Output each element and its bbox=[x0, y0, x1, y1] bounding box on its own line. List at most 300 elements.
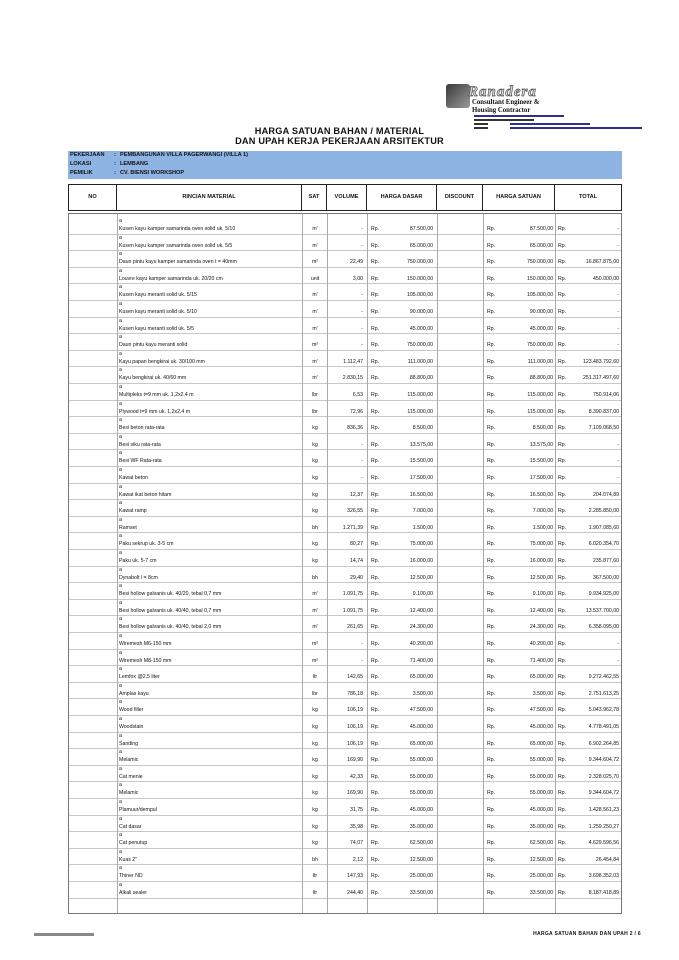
unit: kg bbox=[312, 508, 318, 515]
row-prefix: a bbox=[119, 699, 122, 706]
currency-label: Rp. bbox=[371, 773, 380, 780]
currency-label: Rp. bbox=[558, 574, 567, 581]
harga-satuan: 3.500,00 bbox=[532, 690, 553, 697]
unit: kg bbox=[312, 491, 318, 498]
harga-dasar: 45.000,00 bbox=[409, 807, 433, 813]
currency-label: Rp. bbox=[371, 309, 380, 315]
total: 2.285.850,00 bbox=[588, 508, 619, 515]
table-row bbox=[69, 532, 621, 549]
unit: bh bbox=[312, 574, 318, 581]
currency-label: Rp. bbox=[558, 408, 567, 415]
volume: 6,53 bbox=[352, 392, 363, 398]
company-contact-line bbox=[474, 119, 534, 121]
total: - bbox=[617, 309, 619, 315]
harga-satuan: 33.500,00 bbox=[529, 890, 553, 896]
currency-label: Rp. bbox=[487, 574, 496, 581]
currency-label: Rp. bbox=[371, 392, 380, 398]
volume: - bbox=[361, 342, 363, 349]
harga-dasar: 12.500,00 bbox=[409, 856, 433, 863]
unit: m' bbox=[312, 607, 318, 614]
material-name: Cat menie bbox=[119, 773, 143, 780]
harga-dasar: 55.000,00 bbox=[409, 773, 433, 780]
volume: 169,90 bbox=[347, 790, 363, 797]
currency-label: Rp. bbox=[558, 425, 567, 432]
row-prefix: a bbox=[119, 848, 122, 855]
table-row bbox=[69, 283, 621, 300]
info-lokasi: LOKASI : LEMBANG bbox=[70, 161, 149, 167]
material-name: Sanding bbox=[119, 740, 139, 747]
currency-label: Rp. bbox=[487, 558, 496, 564]
table-row bbox=[69, 698, 621, 715]
volume: 35,98 bbox=[350, 823, 363, 830]
unit: m' bbox=[312, 624, 318, 631]
currency-label: Rp. bbox=[558, 242, 567, 249]
currency-label: Rp. bbox=[558, 607, 567, 614]
currency-label: Rp. bbox=[371, 375, 380, 382]
currency-label: Rp. bbox=[371, 458, 380, 465]
row-prefix: a bbox=[119, 550, 122, 556]
volume: 1.271,39 bbox=[342, 524, 363, 531]
unit: kg bbox=[312, 441, 318, 448]
total: 5.043.962,78 bbox=[588, 707, 619, 714]
table-row bbox=[69, 798, 621, 815]
currency-label: Rp. bbox=[558, 624, 567, 631]
material-name: Kusen kayu meranti solid uk. 5/15 bbox=[119, 292, 197, 299]
volume: 106,19 bbox=[347, 724, 363, 730]
currency-label: Rp. bbox=[558, 823, 567, 830]
currency-label: Rp. bbox=[371, 524, 380, 531]
harga-dasar: 16.000,00 bbox=[409, 558, 433, 564]
volume: 261,65 bbox=[347, 624, 363, 631]
harga-satuan: 65.000,00 bbox=[529, 740, 553, 747]
unit: kg bbox=[312, 773, 318, 780]
currency-label: Rp. bbox=[487, 458, 496, 465]
row-prefix: a bbox=[119, 732, 122, 739]
currency-label: Rp. bbox=[487, 856, 496, 863]
currency-label: Rp. bbox=[487, 807, 496, 813]
total: - bbox=[617, 242, 619, 249]
currency-label: Rp. bbox=[371, 441, 380, 448]
total: 16.867.875,00 bbox=[585, 259, 619, 266]
row-prefix: a bbox=[119, 218, 122, 224]
currency-label: Rp. bbox=[371, 292, 380, 299]
material-name: Melamic bbox=[119, 790, 139, 797]
material-name: Besi siku rata-rata bbox=[119, 441, 161, 448]
unit: kg bbox=[312, 558, 318, 564]
currency-label: Rp. bbox=[371, 840, 380, 847]
table-row bbox=[69, 350, 621, 367]
harga-dasar: 3.500,00 bbox=[412, 690, 433, 697]
material-name: Cat dasar bbox=[119, 823, 142, 830]
currency-label: Rp. bbox=[487, 657, 496, 664]
harga-satuan: 55.000,00 bbox=[529, 757, 553, 764]
currency-label: Rp. bbox=[487, 309, 496, 315]
row-prefix: a bbox=[119, 799, 122, 805]
column-divider bbox=[117, 214, 118, 913]
harga-dasar: 150.000,00 bbox=[407, 275, 433, 282]
currency-label: Rp. bbox=[371, 790, 380, 797]
currency-label: Rp. bbox=[558, 508, 567, 515]
harga-dasar: 7.000,00 bbox=[412, 508, 433, 515]
total: - bbox=[617, 475, 619, 481]
harga-dasar: 105.000,00 bbox=[407, 292, 433, 299]
total: 9.272.462,55 bbox=[588, 674, 619, 681]
total: - bbox=[617, 292, 619, 299]
material-name: Besi beton rata-rata bbox=[119, 425, 165, 432]
harga-dasar: 33.500,00 bbox=[409, 890, 433, 896]
currency-label: Rp. bbox=[371, 275, 380, 282]
total: 1.907.085,60 bbox=[588, 524, 619, 531]
currency-label: Rp. bbox=[371, 724, 380, 730]
row-prefix: a bbox=[119, 483, 122, 490]
harga-satuan: 25.000,00 bbox=[529, 873, 553, 880]
currency-label: Rp. bbox=[487, 607, 496, 614]
harga-dasar: 65.000,00 bbox=[409, 740, 433, 747]
currency-label: Rp. bbox=[558, 392, 567, 398]
currency-label: Rp. bbox=[371, 607, 380, 614]
table-row bbox=[69, 416, 621, 433]
volume: 12,37 bbox=[350, 491, 363, 498]
harga-satuan: 24.300,00 bbox=[529, 624, 553, 631]
material-name: Besi hollow galvanis uk. 40/40, tebal 2,0 mm bbox=[119, 624, 222, 631]
harga-dasar: 55.000,00 bbox=[409, 790, 433, 797]
table-row bbox=[69, 433, 621, 450]
material-name: Paku sekrup uk. 3-5 cm bbox=[119, 541, 174, 548]
material-name: Thiner ND bbox=[119, 873, 143, 880]
currency-label: Rp. bbox=[371, 657, 380, 664]
harga-dasar: 55.000,00 bbox=[409, 757, 433, 764]
row-prefix: a bbox=[119, 450, 122, 457]
total: 8.187.418,89 bbox=[588, 890, 619, 896]
row-prefix: a bbox=[119, 782, 122, 789]
harga-satuan: 71.400,00 bbox=[529, 657, 553, 664]
volume: - bbox=[361, 475, 363, 481]
volume: - bbox=[361, 641, 363, 647]
harga-dasar: 750.000,00 bbox=[407, 259, 433, 266]
harga-satuan: 65.000,00 bbox=[529, 242, 553, 249]
currency-label: Rp. bbox=[487, 275, 496, 282]
currency-label: Rp. bbox=[558, 226, 567, 232]
volume: 3,00 bbox=[352, 275, 363, 282]
currency-label: Rp. bbox=[487, 724, 496, 730]
unit: kg bbox=[312, 541, 318, 548]
unit: m² bbox=[311, 259, 319, 266]
currency-label: Rp. bbox=[558, 591, 567, 598]
unit: kg bbox=[312, 740, 318, 747]
table-row bbox=[69, 831, 621, 848]
column-header-no: NO bbox=[69, 185, 117, 210]
volume: - bbox=[361, 657, 363, 664]
currency-label: Rp. bbox=[558, 458, 567, 465]
currency-label: Rp. bbox=[371, 740, 380, 747]
row-prefix: a bbox=[119, 417, 122, 424]
material-name: Besi hollow galvanis uk. 40/40, tebal 0,7 mm bbox=[119, 607, 222, 614]
table-row bbox=[69, 848, 621, 865]
currency-label: Rp. bbox=[487, 325, 496, 332]
column-divider bbox=[555, 214, 556, 913]
currency-label: Rp. bbox=[371, 242, 380, 249]
material-name: Ramset bbox=[119, 524, 137, 531]
currency-label: Rp. bbox=[558, 475, 567, 481]
currency-label: Rp. bbox=[487, 541, 496, 548]
unit: m' bbox=[312, 226, 318, 232]
unit: kg bbox=[312, 475, 318, 481]
material-name: Kayu bengkirai uk. 40/60 mm bbox=[119, 375, 187, 382]
material-name: Kusen kayu meranti solid uk. 5/5 bbox=[119, 325, 194, 332]
project-info bbox=[68, 151, 622, 179]
harga-dasar: 750.000,00 bbox=[407, 342, 433, 349]
column-header-volume: VOLUME bbox=[327, 185, 367, 210]
harga-satuan: 750.000,00 bbox=[527, 342, 553, 349]
volume: 1.112,47 bbox=[343, 358, 363, 365]
company-contact-line bbox=[474, 123, 488, 125]
currency-label: Rp. bbox=[371, 823, 380, 830]
volume: - bbox=[361, 292, 363, 299]
currency-label: Rp. bbox=[487, 226, 496, 232]
row-prefix: a bbox=[119, 301, 122, 307]
currency-label: Rp. bbox=[487, 707, 496, 714]
harga-satuan: 17.500,00 bbox=[529, 475, 553, 481]
total: 450.000,00 bbox=[593, 275, 619, 282]
currency-label: Rp. bbox=[558, 690, 567, 697]
row-prefix: a bbox=[119, 649, 122, 656]
unit: ltr bbox=[312, 873, 318, 880]
harga-satuan: 13.575,00 bbox=[529, 441, 553, 448]
harga-dasar: 13.575,00 bbox=[409, 441, 433, 448]
company-name: Ranadera bbox=[468, 84, 537, 100]
total: - bbox=[617, 458, 619, 465]
currency-label: Rp. bbox=[558, 724, 567, 730]
currency-label: Rp. bbox=[558, 641, 567, 647]
total: 2.751.613,25 bbox=[588, 690, 619, 697]
harga-satuan: 7.000,00 bbox=[532, 508, 553, 515]
currency-label: Rp. bbox=[487, 840, 496, 847]
harga-satuan: 87.500,00 bbox=[529, 226, 553, 232]
currency-label: Rp. bbox=[487, 591, 496, 598]
total: 251.317.497,60 bbox=[582, 375, 619, 382]
currency-label: Rp. bbox=[558, 375, 567, 382]
currency-label: Rp. bbox=[558, 840, 567, 847]
harga-satuan: 8.500,00 bbox=[532, 425, 553, 432]
table-row bbox=[69, 217, 621, 234]
volume: 74,07 bbox=[350, 840, 363, 847]
currency-label: Rp. bbox=[487, 342, 496, 349]
column-header-sat: SAT bbox=[302, 185, 327, 210]
total: 13.537.700,00 bbox=[585, 607, 619, 614]
volume: 1.091,75 bbox=[342, 607, 363, 614]
total: - bbox=[617, 441, 619, 448]
harga-satuan: 35.000,00 bbox=[529, 823, 553, 830]
material-name: Daun pintu kayu kamper samarinda oven t = 40mm bbox=[119, 259, 237, 266]
row-prefix: a bbox=[119, 350, 122, 357]
unit: lbr bbox=[312, 690, 318, 697]
table-row bbox=[69, 765, 621, 782]
material-name: Kawat ramp bbox=[119, 508, 147, 515]
harga-satuan: 45.000,00 bbox=[529, 325, 553, 332]
currency-label: Rp. bbox=[558, 873, 567, 880]
harga-satuan: 1.500,00 bbox=[532, 524, 553, 531]
material-name: Dynabolt l = 8cm bbox=[119, 574, 158, 581]
column-divider bbox=[483, 214, 484, 913]
row-prefix: a bbox=[119, 467, 122, 473]
volume: 2.830,15 bbox=[342, 375, 363, 382]
volume: 147,93 bbox=[347, 873, 363, 880]
total: 7.109.068,50 bbox=[588, 425, 619, 432]
total: 4.778.491,05 bbox=[588, 724, 619, 730]
currency-label: Rp. bbox=[558, 558, 567, 564]
currency-label: Rp. bbox=[487, 624, 496, 631]
table-row bbox=[69, 234, 621, 251]
currency-label: Rp. bbox=[558, 807, 567, 813]
harga-dasar: 8.500,00 bbox=[412, 425, 433, 432]
currency-label: Rp. bbox=[558, 259, 567, 266]
total: 235.877,60 bbox=[593, 558, 619, 564]
material-name: Wood filler bbox=[119, 707, 144, 714]
row-prefix: a bbox=[119, 633, 122, 639]
unit: m' bbox=[312, 375, 318, 382]
total: - bbox=[617, 657, 619, 664]
material-table bbox=[68, 213, 622, 914]
company-contact-line bbox=[510, 123, 590, 125]
volume: 106,19 bbox=[347, 740, 363, 747]
material-name: Besi hollow galvanis uk. 40/20, tebal 0,7 mm bbox=[119, 591, 222, 598]
currency-label: Rp. bbox=[558, 441, 567, 448]
currency-label: Rp. bbox=[558, 524, 567, 531]
table-row bbox=[69, 715, 621, 732]
total: 3.698.352,03 bbox=[588, 873, 619, 880]
material-name: Multipleks t=9 mm uk. 1,2x2,4 m bbox=[119, 392, 194, 398]
table-row bbox=[69, 499, 621, 516]
unit: ltr bbox=[312, 890, 318, 896]
currency-label: Rp. bbox=[487, 674, 496, 681]
table-row bbox=[69, 632, 621, 649]
currency-label: Rp. bbox=[371, 259, 380, 266]
row-prefix: a bbox=[119, 533, 122, 540]
row-prefix: a bbox=[119, 882, 122, 888]
harga-satuan: 55.000,00 bbox=[529, 773, 553, 780]
unit: m² bbox=[311, 641, 319, 647]
currency-label: Rp. bbox=[558, 358, 567, 365]
currency-label: Rp. bbox=[558, 491, 567, 498]
table-header bbox=[68, 184, 622, 211]
harga-satuan: 15.500,00 bbox=[529, 458, 553, 465]
unit: bh bbox=[312, 856, 318, 863]
table-row bbox=[69, 267, 621, 284]
currency-label: Rp. bbox=[487, 740, 496, 747]
currency-label: Rp. bbox=[371, 408, 380, 415]
currency-label: Rp. bbox=[558, 342, 567, 349]
harga-satuan: 750.000,00 bbox=[527, 259, 553, 266]
row-prefix: a bbox=[119, 616, 122, 623]
currency-label: Rp. bbox=[371, 856, 380, 863]
harga-dasar: 35.000,00 bbox=[409, 823, 433, 830]
table-row bbox=[69, 732, 621, 749]
company-contact-line bbox=[474, 115, 564, 117]
harga-dasar: 111.000,00 bbox=[407, 358, 433, 365]
harga-dasar: 115.000,00 bbox=[407, 408, 433, 415]
harga-dasar: 47.500,00 bbox=[409, 707, 433, 714]
table-row bbox=[69, 549, 621, 566]
currency-label: Rp. bbox=[487, 641, 496, 647]
unit: unit bbox=[310, 275, 320, 282]
volume: 786,18 bbox=[347, 690, 363, 697]
currency-label: Rp. bbox=[558, 790, 567, 797]
harga-satuan: 90.000,00 bbox=[529, 309, 553, 315]
currency-label: Rp. bbox=[487, 375, 496, 382]
total: 750.914,06 bbox=[593, 392, 619, 398]
currency-label: Rp. bbox=[371, 757, 380, 764]
currency-label: Rp. bbox=[371, 425, 380, 432]
currency-label: Rp. bbox=[487, 259, 496, 266]
total: 123.483.792,60 bbox=[582, 358, 619, 365]
harga-satuan: 55.000,00 bbox=[529, 790, 553, 797]
volume: 169,90 bbox=[347, 757, 363, 764]
currency-label: Rp. bbox=[558, 740, 567, 747]
currency-label: Rp. bbox=[371, 325, 380, 332]
row-prefix: a bbox=[119, 583, 122, 590]
harga-satuan: 115.000,00 bbox=[527, 392, 553, 398]
currency-label: Rp. bbox=[371, 707, 380, 714]
volume: - bbox=[361, 458, 363, 465]
currency-label: Rp. bbox=[558, 657, 567, 664]
material-name: Kayu papan bengkirai uk. 30/100 mm bbox=[119, 358, 205, 365]
material-name: Kusen kayu kamper samarinda oven solid uk. 5/10 bbox=[119, 226, 236, 232]
table-row bbox=[69, 250, 621, 267]
material-name: Lemfox @2,5 liter bbox=[119, 674, 160, 681]
harga-satuan: 62.500,00 bbox=[529, 840, 553, 847]
currency-label: Rp. bbox=[371, 342, 380, 349]
volume: - bbox=[361, 325, 363, 332]
currency-label: Rp. bbox=[487, 242, 496, 249]
material-name: Alkali sealer bbox=[119, 890, 147, 896]
material-name: Kuas 2" bbox=[119, 856, 137, 863]
table-row bbox=[69, 566, 621, 583]
currency-label: Rp. bbox=[487, 408, 496, 415]
column-header-discount: DISCOUNT bbox=[437, 185, 483, 210]
currency-label: Rp. bbox=[558, 757, 567, 764]
harga-dasar: 75.000,00 bbox=[409, 541, 433, 548]
volume: - bbox=[361, 309, 363, 315]
currency-label: Rp. bbox=[558, 856, 567, 863]
harga-satuan: 45.000,00 bbox=[529, 807, 553, 813]
column-header-rincian: RINCIAN MATERIAL bbox=[117, 185, 302, 210]
material-name: Woodstain bbox=[119, 724, 144, 730]
currency-label: Rp. bbox=[371, 624, 380, 631]
row-prefix: a bbox=[119, 765, 122, 772]
row-prefix: a bbox=[119, 400, 122, 407]
total: - bbox=[617, 342, 619, 349]
table-row bbox=[69, 383, 621, 400]
row-prefix: a bbox=[119, 317, 122, 324]
total: 9.344.604,72 bbox=[588, 757, 619, 764]
harga-dasar: 88.800,00 bbox=[409, 375, 433, 382]
table-row bbox=[69, 483, 621, 500]
harga-dasar: 71.400,00 bbox=[409, 657, 433, 664]
currency-label: Rp. bbox=[371, 491, 380, 498]
volume: - bbox=[361, 441, 363, 448]
row-prefix: a bbox=[119, 599, 122, 606]
table-row bbox=[69, 300, 621, 317]
total: 9.934.925,00 bbox=[588, 591, 619, 598]
currency-label: Rp. bbox=[371, 475, 380, 481]
harga-satuan: 115.000,00 bbox=[527, 408, 553, 415]
unit: kg bbox=[312, 425, 318, 432]
table-row bbox=[69, 466, 621, 483]
currency-label: Rp. bbox=[371, 890, 380, 896]
table-row bbox=[69, 665, 621, 682]
unit: kg bbox=[312, 724, 318, 730]
total: 1.428.561,23 bbox=[588, 807, 619, 813]
